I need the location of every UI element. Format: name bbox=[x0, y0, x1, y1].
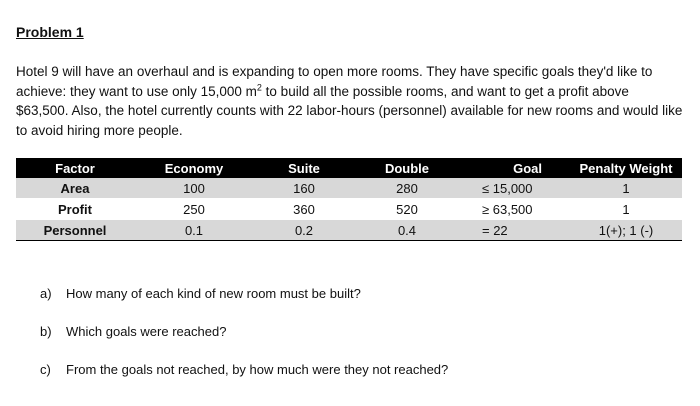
header-double: Double bbox=[354, 158, 460, 178]
header-suite: Suite bbox=[254, 158, 354, 178]
penalty-cell: 1 bbox=[570, 178, 682, 198]
factor-cell: Area bbox=[16, 178, 134, 198]
header-economy: Economy bbox=[134, 158, 254, 178]
table-row bbox=[16, 199, 682, 219]
table-row bbox=[16, 178, 682, 198]
factor-cell: Profit bbox=[16, 199, 134, 219]
description-text-2: to build all the possible rooms, and want to get a profit above $63,500. Also, the hotel currently counts with 22 labor-hours (personnel) available for new rooms and would like to avoid hiring more people. bbox=[16, 83, 683, 138]
question-label: c) bbox=[40, 362, 51, 377]
table-cell: 250 bbox=[134, 199, 254, 219]
penalty-cell: 1(+); 1 (-) bbox=[570, 220, 682, 241]
table-cell: 0.1 bbox=[134, 220, 254, 241]
goal-cell: ≤ 15,000 bbox=[460, 178, 570, 198]
table-cell: 280 bbox=[354, 178, 460, 198]
problem-title: Problem 1 bbox=[16, 24, 84, 40]
question-c bbox=[40, 362, 448, 381]
header-factor: Factor bbox=[16, 158, 134, 178]
squared-superscript: 2 bbox=[256, 82, 262, 92]
table-cell: 360 bbox=[254, 199, 354, 219]
problem-description bbox=[16, 62, 684, 140]
questions-list bbox=[40, 286, 448, 400]
question-text: Which goals were reached? bbox=[66, 324, 227, 339]
header-goal: Goal bbox=[460, 158, 570, 178]
goals-table bbox=[16, 158, 682, 241]
goal-cell: ≥ 63,500 bbox=[460, 199, 570, 219]
question-text: How many of each kind of new room must be built? bbox=[66, 286, 361, 301]
table-header-row bbox=[16, 158, 682, 178]
goal-cell: = 22 bbox=[460, 220, 570, 241]
question-a bbox=[40, 286, 448, 305]
table-cell: 160 bbox=[254, 178, 354, 198]
table-cell: 100 bbox=[134, 178, 254, 198]
penalty-cell: 1 bbox=[570, 199, 682, 219]
factor-cell: Personnel bbox=[16, 220, 134, 241]
header-penalty-weight: Penalty Weight bbox=[570, 158, 682, 178]
description-text-1: Hotel 9 will have an overhaul and is expanding to open more rooms. They have specific goals they'd like to achieve: they want to use only 15,000 m bbox=[16, 64, 653, 99]
question-text: From the goals not reached, by how much were they not reached? bbox=[66, 362, 449, 377]
question-label: b) bbox=[40, 324, 52, 339]
table-cell: 520 bbox=[354, 199, 460, 219]
table-cell: 0.2 bbox=[254, 220, 354, 241]
table-cell: 0.4 bbox=[354, 220, 460, 241]
question-label: a) bbox=[40, 286, 52, 301]
table-row bbox=[16, 220, 682, 241]
question-b bbox=[40, 324, 448, 343]
